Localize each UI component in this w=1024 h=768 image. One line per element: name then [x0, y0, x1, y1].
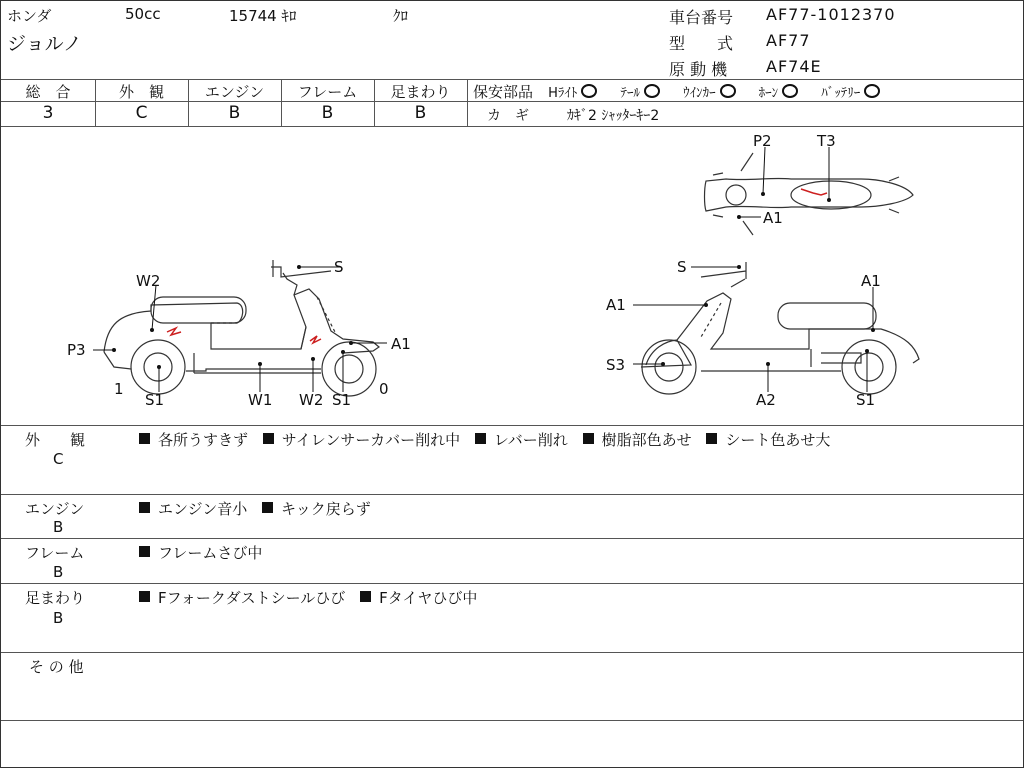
label-s1-right: S1: [856, 391, 876, 409]
remark-item: フレームさび中: [158, 544, 263, 562]
engine-label: 原 動 機: [669, 60, 728, 79]
label-zero: 0: [379, 380, 389, 398]
divider: [1, 425, 1023, 426]
ok-circle-icon: [581, 84, 597, 98]
displacement-text: 50cc: [125, 5, 161, 23]
rating-label-frame: フレーム: [297, 83, 358, 101]
type-value: AF77: [766, 31, 811, 50]
safety-item-taillight: ﾃｰﾙ: [620, 82, 660, 101]
damage-diagram: [1, 127, 1023, 425]
remark-label-exterior: 外 観: [25, 431, 86, 449]
rating-label-overall: 総 合: [25, 83, 71, 101]
ok-circle-icon: [720, 84, 736, 98]
remark-grade-engine: B: [53, 518, 64, 536]
remark-label-frame: フレーム: [25, 544, 85, 562]
label-one: 1: [114, 380, 124, 398]
rating-label-exterior: 外 観: [118, 83, 164, 101]
rating-value-exterior: C: [135, 103, 148, 123]
safety-label: 保安部品: [473, 83, 534, 101]
remark-items-exterior: [139, 429, 830, 450]
remark-grade-suspension: B: [53, 609, 64, 627]
label-w2-bot: W2: [299, 391, 324, 409]
label-a2: A2: [756, 391, 776, 409]
remark-grade-frame: B: [53, 563, 64, 581]
remark-label-suspension: 足まわり: [25, 589, 86, 607]
remark-items-suspension: [139, 587, 477, 608]
safety-parts-row: [473, 81, 888, 102]
label-s-top: S: [334, 258, 344, 276]
model-name-text: ジョルノ: [7, 33, 82, 55]
rating-label-suspension: 足まわり: [390, 83, 451, 101]
remark-item: シート色あせ大: [725, 431, 831, 449]
remark-item: Fフォークダストシールひび: [158, 589, 346, 607]
rating-value-overall: 3: [42, 103, 54, 123]
rating-value-engine: B: [228, 103, 241, 123]
label-s1-b: S1: [332, 391, 352, 409]
color-text: ｸﾛ: [393, 7, 409, 25]
ok-circle-icon: [782, 84, 798, 98]
remark-item: エンジン音小: [158, 500, 248, 518]
label-a1: A1: [391, 335, 411, 353]
type-label: 型 式: [669, 34, 734, 53]
safety-item-battery: ﾊﾞｯﾃﾘｰ: [821, 82, 880, 101]
safety-item-winker: ｳｲﾝｶｰ: [683, 82, 736, 101]
ok-circle-icon: [864, 84, 880, 98]
rating-label-engine: エンジン: [204, 83, 265, 101]
chassis-label: 車台番号: [669, 8, 734, 27]
scooter-top-view-icon: [705, 153, 914, 235]
safety-item-horn: ﾎｰﾝ: [759, 82, 799, 101]
ok-circle-icon: [644, 84, 660, 98]
label-p2: P2: [753, 132, 772, 150]
remark-items-frame: [139, 542, 262, 563]
remark-label-other: そ の 他: [29, 658, 84, 676]
divider: [1, 79, 1023, 80]
remark-grade-exterior: C: [53, 450, 64, 468]
label-s-right: S: [677, 258, 687, 276]
remark-item: レバー削れ: [493, 431, 568, 449]
remark-item: キック戻らず: [281, 500, 371, 518]
remark-item: 各所うすきず: [158, 431, 249, 449]
label-p3: P3: [67, 341, 86, 359]
label-a1-left-right: A1: [606, 296, 626, 314]
mileage-text: 15744 ｷﾛ: [229, 7, 297, 25]
engine-value: AF74E: [766, 57, 822, 76]
safety-item-headlight: Hﾗｲﾄ: [548, 82, 597, 101]
remark-item: Fタイヤひび中: [379, 589, 478, 607]
chassis-value: AF77-1012370: [766, 5, 896, 24]
label-t3: T3: [817, 132, 836, 150]
label-w1: W1: [248, 391, 273, 409]
remark-item: サイレンサーカバー削れ中: [281, 431, 461, 449]
label-a1-top-view: A1: [763, 209, 783, 227]
key-label: カ ギ: [487, 108, 529, 124]
key-value: ｶｷﾞ2 ｼｬｯﾀｰｷｰ2: [567, 108, 660, 124]
rating-value-suspension: B: [414, 103, 427, 123]
label-a1-top-right: A1: [861, 272, 881, 290]
label-w2-top: W2: [136, 272, 161, 290]
maker-text: ホンダ: [7, 7, 52, 25]
rating-value-frame: B: [321, 103, 334, 123]
label-s3: S3: [606, 356, 626, 374]
remark-label-engine: エンジン: [25, 500, 85, 518]
remark-items-engine: [139, 498, 371, 519]
label-s1-a: S1: [145, 391, 165, 409]
remark-item: 樹脂部色あせ: [601, 431, 692, 449]
